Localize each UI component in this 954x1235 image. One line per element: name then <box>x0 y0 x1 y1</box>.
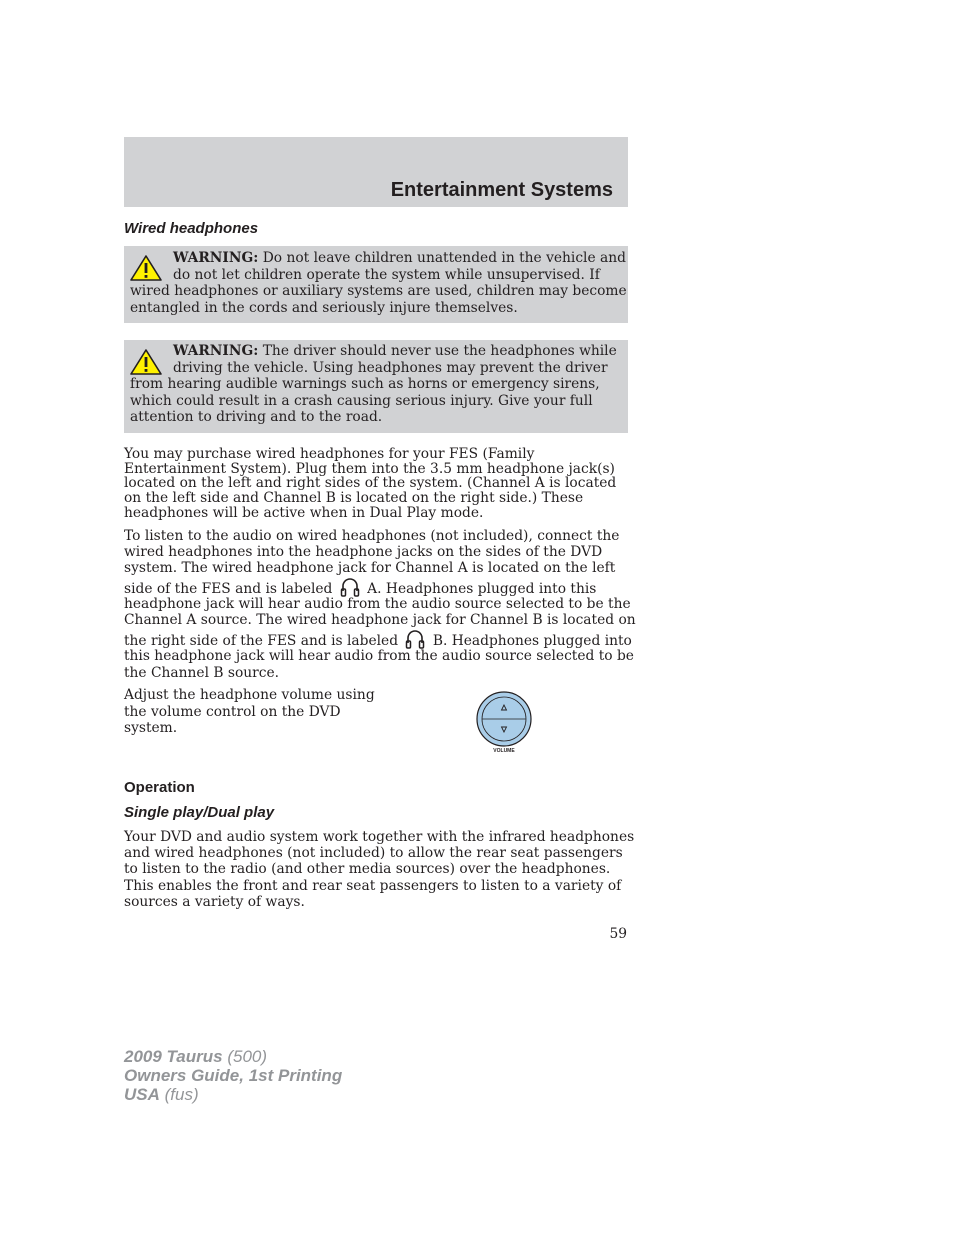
paragraph-1-line: on the left side and Channel B is located on the right side.) These <box>124 489 584 506</box>
paragraph-3-line: Adjust the headphone volume using <box>124 687 375 703</box>
paragraph-2-line: To listen to the audio on wired headphones (not included), connect the <box>124 528 620 544</box>
paragraph-2-line: the Channel B source. <box>124 665 280 681</box>
volume-control-illustration <box>476 690 532 756</box>
headphones-icon <box>339 576 361 598</box>
heading-wired-headphones: Wired headphones <box>124 220 259 237</box>
document-footer <box>124 1047 342 1104</box>
warning-2-line-3: from hearing audible warnings such as horns or emergency sirens, <box>130 376 600 392</box>
footer-guide-line: Owners Guide, 1st Printing <box>124 1066 343 1085</box>
paragraph-2-line: wired headphones into the headphone jacks on the sides of the DVD <box>124 544 603 560</box>
paragraph-2-line: side of the FES and is labeled A. Headphones plugged into this <box>124 576 596 598</box>
section-header-band <box>124 137 628 207</box>
paragraph-3-line: the volume control on the DVD <box>124 704 341 720</box>
headphones-icon <box>404 628 426 650</box>
paragraph-2-line: system. The wired headphone jack for Channel A is located on the left <box>124 560 616 576</box>
footer-model-line: 2009 Taurus (500) <box>124 1047 268 1066</box>
warning-2-line-2: driving the vehicle. Using headphones may prevent the driver <box>173 359 608 376</box>
paragraph-2-line: headphone jack will hear audio from the audio source selected to be the <box>124 596 631 612</box>
warning-2-line-4: which could result in a crash causing serious injury. Give your full <box>130 392 593 409</box>
paragraph-2-line: Channel A source. The wired headphone jack for Channel B is located on <box>124 612 636 628</box>
warning-1-line-3: wired headphones or auxiliary systems are used, children may become <box>130 283 627 299</box>
warning-triangle-icon <box>130 254 162 282</box>
paragraph-1-line: located on the left and right sides of the system. (Channel A is located <box>124 475 617 491</box>
paragraph-4-line: sources a variety of ways. <box>124 894 305 910</box>
paragraph-4-line: This enables the front and rear seat passengers to listen to a variety of <box>124 878 622 894</box>
heading-operation: Operation <box>124 779 195 796</box>
section-title: Entertainment Systems <box>390 179 613 201</box>
warning-2-line-1: WARNING: The driver should never use the headphones while <box>173 343 617 359</box>
warning-1-line-4: entangled in the cords and seriously injure themselves. <box>130 299 518 316</box>
paragraph-4-line: Your DVD and audio system work together with the infrared headphones <box>124 829 635 845</box>
warning-box-2 <box>124 340 628 433</box>
warning-1-line-2: do not let children operate the system while unsupervised. If <box>173 266 600 283</box>
page-number: 59 <box>609 926 627 942</box>
heading-single-dual-play: Single play/Dual play <box>124 804 275 821</box>
paragraph-2-line: this headphone jack will hear audio from the audio source selected to be <box>124 648 634 664</box>
paragraph-1-line: headphones will be active when in Dual Play mode. <box>124 505 484 521</box>
paragraph-4-line: to listen to the radio (and other media sources) over the headphones. <box>124 861 611 877</box>
paragraph-2-line: the right side of the FES and is labeled B. Headphones plugged into <box>124 628 632 650</box>
paragraph-1-line: You may purchase wired headphones for your FES (Family <box>124 446 535 462</box>
warning-box-1 <box>124 246 628 323</box>
volume-label: VOLUME <box>493 748 515 754</box>
warning-1-line-1: WARNING: Do not leave children unattended in the vehicle and <box>173 250 626 266</box>
warning-triangle-icon <box>130 348 162 376</box>
footer-market-line: USA (fus) <box>124 1085 199 1104</box>
paragraph-1-line: Entertainment System). Plug them into the 3.5 mm headphone jack(s) <box>124 460 615 477</box>
paragraph-3-line: system. <box>124 720 178 736</box>
warning-2-line-5: attention to driving and to the road. <box>130 409 383 425</box>
paragraph-4-line: and wired headphones (not included) to allow the rear seat passengers <box>124 845 623 861</box>
